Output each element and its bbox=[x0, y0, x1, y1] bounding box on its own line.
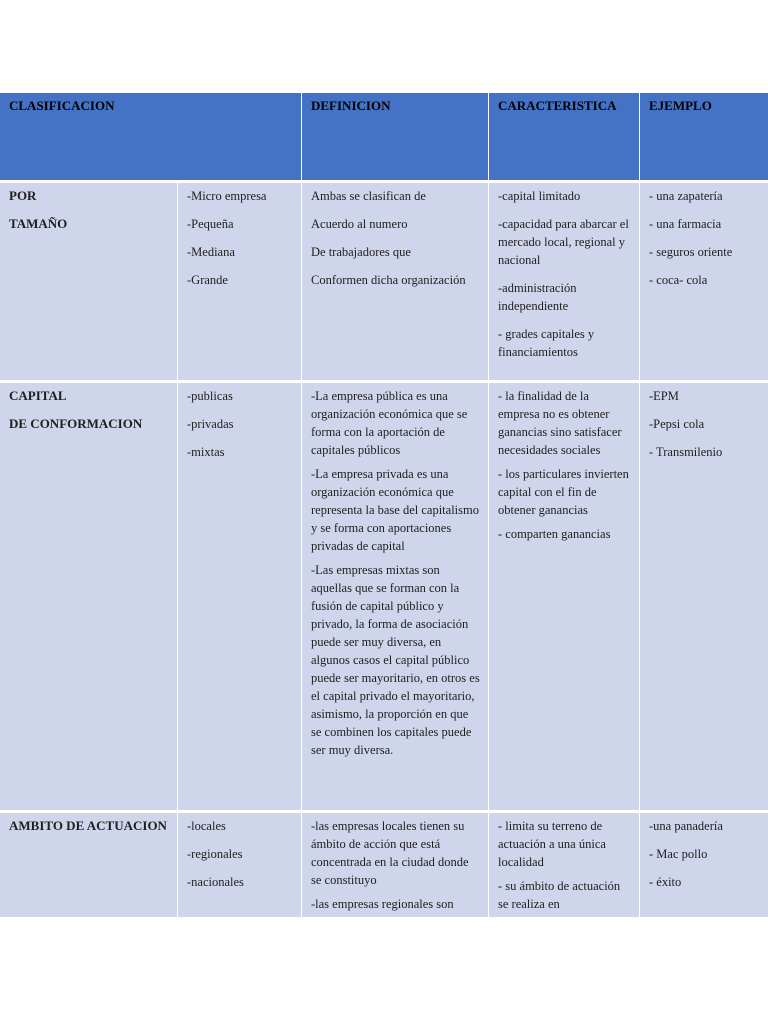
tipo-item: -nacionales bbox=[187, 875, 244, 889]
clasificacion-cell bbox=[0, 383, 178, 813]
caracteristica-cell bbox=[489, 383, 640, 813]
tipo-item: -locales bbox=[187, 819, 226, 833]
ejemplo-item: -Pepsi cola bbox=[649, 417, 705, 431]
header-ejemplo: EJEMPLO bbox=[640, 93, 768, 183]
caracteristica-item: -capital limitado bbox=[498, 189, 581, 203]
ejemplo-item: - coca- cola bbox=[649, 273, 708, 287]
ejemplo-item: - éxito bbox=[649, 875, 682, 889]
definicion-paragraph: -las empresas locales tienen su ámbito de acción que está concentrada en la ciudad donde se constituyo bbox=[311, 819, 469, 887]
caracteristica-item: - la finalidad de la empresa no es obtener ganancias sino satisfacer necesidades sociales bbox=[498, 389, 622, 457]
ejemplo-item: - Transmilenio bbox=[649, 445, 723, 459]
caracteristica-item: -administración independiente bbox=[498, 281, 577, 313]
definicion-paragraph: -La empresa privada es una organización económica que representa la base del capitalismo y se forma con aportaciones privadas de capital bbox=[311, 467, 479, 553]
ejemplo-item: -EPM bbox=[649, 389, 679, 403]
ejemplo-cell bbox=[640, 813, 768, 920]
definicion-cell bbox=[302, 383, 489, 813]
tipo-item: -Grande bbox=[187, 273, 228, 287]
definicion-paragraph: -Las empresas mixtas son aquellas que se forman con la fusión de capital público y privado, la forma de asociación puede ser muy diversa, en algunos casos el capital público puede ser mayoritario, en otros es el capital privado el mayoritario, asimismo, la proporción en que se combinen los capitales puede ser muy diversa. bbox=[311, 563, 480, 757]
definicion-line: De trabajadores que bbox=[311, 245, 411, 259]
tipo-item: -publicas bbox=[187, 389, 233, 403]
tipo-item: -Micro empresa bbox=[187, 189, 267, 203]
caracteristica-cell bbox=[489, 183, 640, 383]
ejemplo-item: - Mac pollo bbox=[649, 847, 708, 861]
definicion-cell bbox=[302, 813, 489, 920]
caracteristica-item: - su ámbito de actuación se realiza en bbox=[498, 879, 621, 911]
header-caracteristica: CARACTERISTICA bbox=[489, 93, 640, 183]
clasificacion-line: TAMAÑO bbox=[9, 216, 68, 231]
tipo-item: -mixtas bbox=[187, 445, 225, 459]
definicion-paragraph: -las empresas regionales son bbox=[311, 897, 454, 911]
table-row bbox=[0, 383, 768, 813]
header-clasificacion: CLASIFICACION bbox=[0, 93, 302, 183]
definicion-line: Acuerdo al numero bbox=[311, 217, 408, 231]
table-row bbox=[0, 813, 768, 920]
definicion-cell bbox=[302, 183, 489, 383]
definicion-paragraph: -La empresa pública es una organización económica que se forma con la aportación de capitales públicos bbox=[311, 389, 468, 457]
table-row bbox=[0, 183, 768, 383]
ejemplo-item: -una panadería bbox=[649, 819, 723, 833]
clasificacion-cell bbox=[0, 183, 178, 383]
classification-table bbox=[0, 93, 768, 920]
clasificacion-line: CAPITAL bbox=[9, 388, 67, 403]
header-row bbox=[0, 93, 768, 183]
tipos-cell bbox=[178, 383, 302, 813]
tipos-cell bbox=[178, 813, 302, 920]
caracteristica-item: -capacidad para abarcar el mercado local, regional y nacional bbox=[498, 217, 629, 267]
caracteristica-item: - limita su terreno de actuación a una única localidad bbox=[498, 819, 606, 869]
caracteristica-item: - los particulares invierten capital con el fin de obtener ganancias bbox=[498, 467, 629, 517]
caracteristica-item: - grades capitales y financiamientos bbox=[498, 327, 595, 359]
tipo-item: -privadas bbox=[187, 417, 234, 431]
header-definicion: DEFINICION bbox=[302, 93, 489, 183]
caracteristica-item: - comparten ganancias bbox=[498, 527, 611, 541]
definicion-line: Conformen dicha organización bbox=[311, 273, 466, 287]
caracteristica-cell bbox=[489, 813, 640, 920]
tipo-item: -Pequeña bbox=[187, 217, 234, 231]
clasificacion-line: POR bbox=[9, 188, 37, 203]
ejemplo-item: - una zapatería bbox=[649, 189, 723, 203]
tipo-item: -regionales bbox=[187, 847, 243, 861]
ejemplo-cell bbox=[640, 383, 768, 813]
clasificacion-cell bbox=[0, 813, 178, 920]
ejemplo-item: - una farmacia bbox=[649, 217, 722, 231]
clasificacion-line: DE CONFORMACION bbox=[9, 416, 143, 431]
clasificacion-line: AMBITO DE ACTUACION bbox=[9, 818, 167, 833]
ejemplo-cell bbox=[640, 183, 768, 383]
tipos-cell bbox=[178, 183, 302, 383]
definicion-line: Ambas se clasifican de bbox=[311, 189, 426, 203]
tipo-item: -Mediana bbox=[187, 245, 235, 259]
ejemplo-item: - seguros oriente bbox=[649, 245, 733, 259]
